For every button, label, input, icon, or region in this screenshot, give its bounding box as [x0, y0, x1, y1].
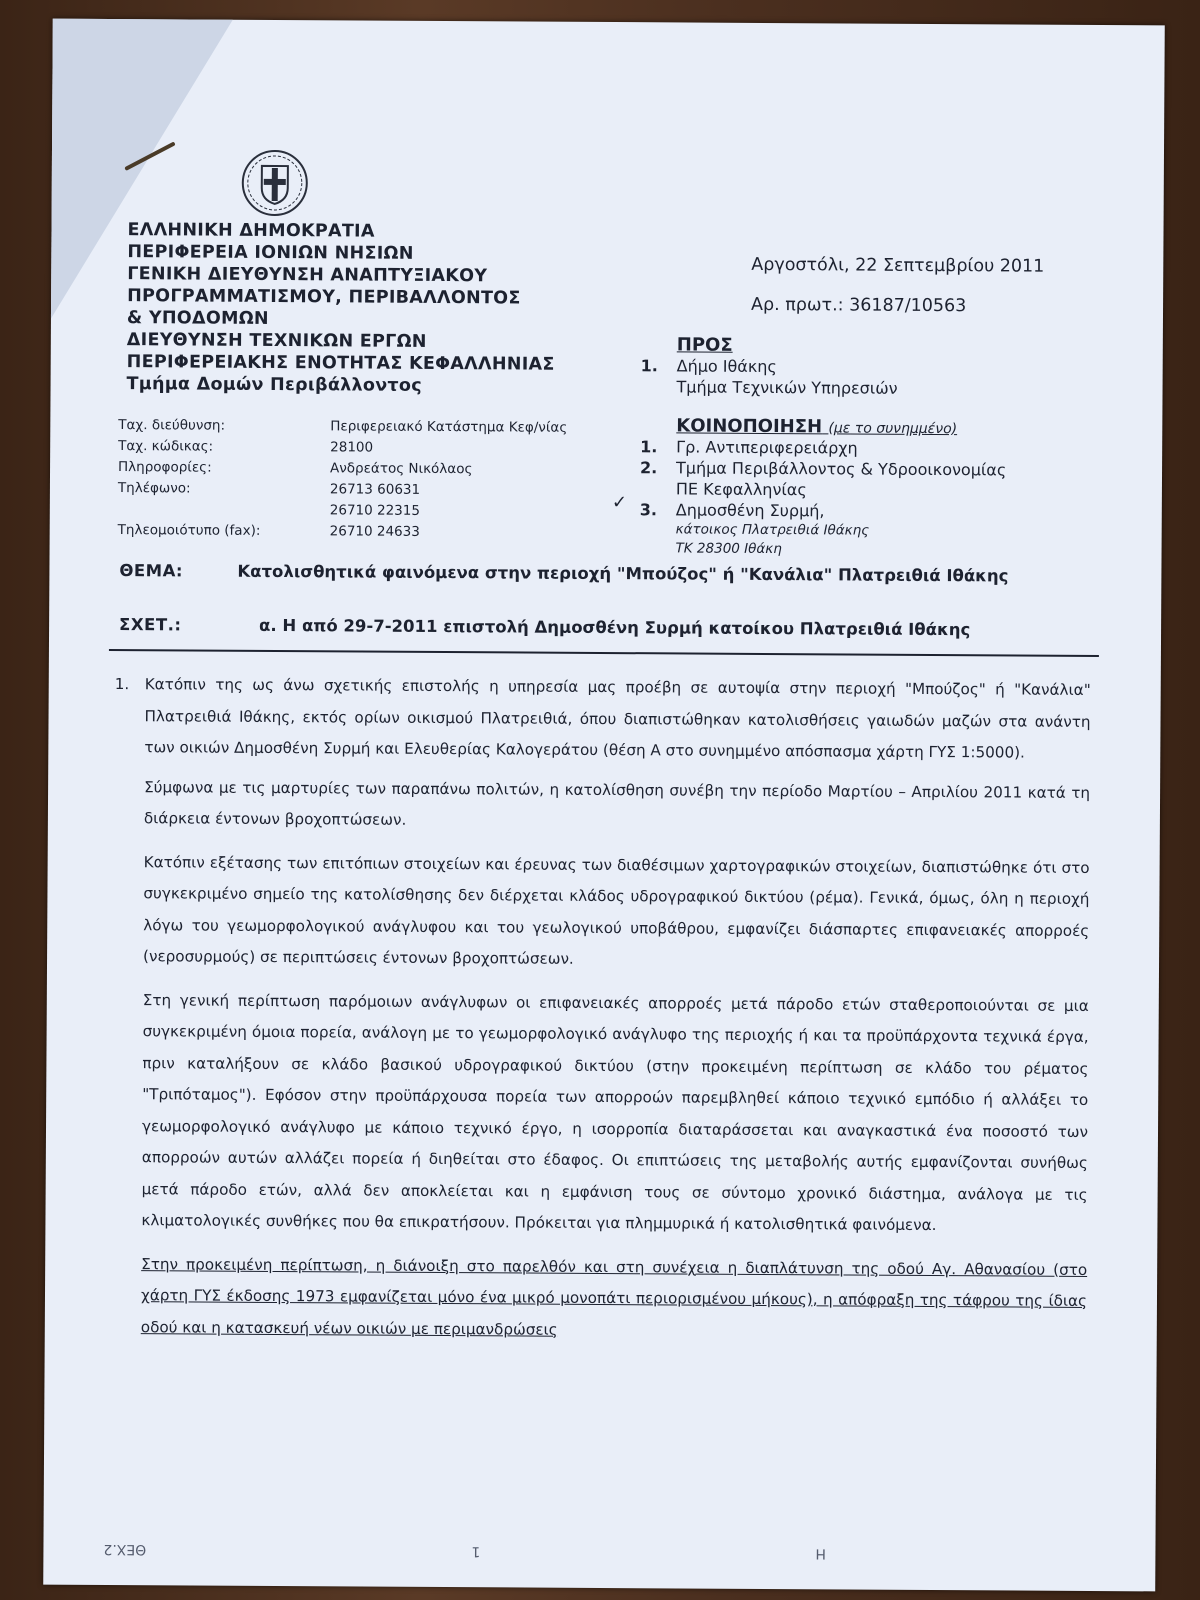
reference-line [119, 615, 1119, 640]
recipient-number: 1. [640, 356, 658, 376]
header-line: ΓΕΝΙΚΗ ΔΙΕΥΘΥΝΣΗ ΑΝΑΠΤΥΞΙΑΚΟΥ [127, 264, 488, 287]
cc-number: 1. [640, 437, 658, 457]
paragraph-number: 1. [114, 675, 130, 694]
contact-row [118, 522, 638, 546]
issuing-authority-header [126, 219, 647, 398]
recipients-block [630, 334, 1091, 561]
cc-note: (με το συνημμένο) [828, 420, 958, 438]
letter-body [114, 669, 1091, 1361]
cc-item [630, 436, 1090, 460]
contact-value: 26710 22315 [329, 502, 421, 519]
body-paragraph [114, 669, 1091, 769]
contact-details [118, 417, 639, 546]
cc-number: 2. [640, 458, 658, 478]
paragraph-text: Κατόπιν της ως άνω σχετικής επιστολής η υπηρεσία μας προέβη σε αυτοψία στην περιοχή "Μπούζος" ή "Κανάλια" Πλατρειθιά Ιθάκης, εκτός ορίων οικισμού Πλατρειθιά, όπου διαπιστώθηκαν κατολισθήσεις γαιωδών μαζών στα ανάντη των οικιών Δημοσθένη Συρμή και Ελευθερίας Καλογεράτου (θέση Α στο συνημμένο απόσπασμα χάρτη ΓΥΣ 1:5000). [144, 675, 1091, 762]
document-sheet [43, 19, 1165, 1592]
reference-label: ΣΧΕΤ.: [119, 615, 182, 635]
subject-text: Κατολισθητικά φαινόμενα στην περιοχή "Μπούζος" ή "Κανάλια" Πλατρειθιά Ιθάκης [237, 561, 1009, 586]
reference-text: α. Η από 29-7-2011 επιστολή Δημοσθένη Συρμή κατοίκου Πλατρειθιά Ιθάκης [259, 615, 971, 640]
body-paragraph [141, 985, 1089, 1243]
contact-value: 26713 60631 [329, 481, 421, 498]
body-paragraph [143, 847, 1090, 979]
subject-line [119, 561, 1119, 586]
checkmark-icon: ✓ [611, 492, 628, 514]
contact-value: 26710 24633 [329, 523, 420, 540]
footer-center: 1 [471, 1543, 481, 1560]
body-paragraph [144, 772, 1090, 841]
paragraph-text: Κατόπιν εξέτασης των επιτόπιων στοιχείων και έρευνας των διαθέσιμων χαρτογραφικών στοιχείων, διαπιστώθηκε ότι στο συγκεκριμένο σημείο της κατολίσθησης δεν διέρχεται κλάδος υδρογραφικού δικτύου (ρέμα). Γενικά, όμως, όλη η περιοχή λόγω του γεωμορφολογικού ανάγλυφου και του γεωλογικού υποβάθρου, εμφανίζει διάσπαρτες επιφανειακές απορροές (νεροσυρμούς) σε περιπτώσεις έντονων βροχοπτώσεων. [143, 852, 1090, 968]
document-date: Αργοστόλι, 22 Σεπτεμβρίου 2011 [751, 254, 1045, 277]
contact-label: Πληροφορίες: [118, 459, 212, 476]
header-line: ΠΕΡΙΦΕΡΕΙΑ ΙΟΝΙΩΝ ΝΗΣΙΩΝ [127, 242, 414, 264]
contact-label: Ταχ. διεύθυνση: [118, 417, 226, 434]
contact-label: Ταχ. κώδικας: [118, 438, 214, 455]
cc-title-text: ΚΟΙΝΟΠΟΙΗΣΗ [676, 415, 823, 438]
body-paragraph [141, 1249, 1088, 1349]
cc-number: 3. [639, 500, 658, 520]
recipient-item [630, 355, 1090, 400]
cc-line: Γρ. Αντιπεριφερειάρχη [676, 437, 858, 458]
cc-title [676, 415, 1090, 439]
recipient-line: Δήμο Ιθάκης [676, 356, 777, 377]
paragraph-text: Σύμφωνα με τις μαρτυρίες των παραπάνω πολιτών, η κατολίσθηση συνέβη την περίοδο Μαρτίου – Απριλίου 2011 κατά τη διάρκεια έντονων βροχοπτώσεων. [143, 777, 1091, 829]
protocol-number: Αρ. πρωτ.: 36187/10563 [750, 294, 967, 317]
footer-right: Η [815, 1545, 827, 1562]
header-line: & ΥΠΟΔΟΜΩΝ [126, 308, 269, 329]
header-line: ΔΙΕΥΘΥΝΣΗ ΤΕΧΝΙΚΩΝ ΕΡΓΩΝ [126, 330, 427, 352]
bleed-through-footer [103, 1540, 1103, 1562]
cc-line: Δημοσθένη Συρμή, [675, 500, 825, 521]
to-title: ΠΡΟΣ [676, 334, 733, 356]
contact-value: Ανδρεάτος Νικόλαος [330, 460, 473, 478]
recipient-line: Τμήμα Τεχνικών Υπηρεσιών [676, 377, 898, 398]
cc-subline: κάτοικος Πλατρειθιά Ιθάκης [675, 521, 870, 539]
contact-label: Τηλεομοιότυπο (fax): [117, 522, 261, 539]
footer-left: ΘΕΧ.2 [103, 1540, 147, 1558]
cc-line: ΠΕ Κεφαλληνίας [675, 479, 807, 500]
cc-subline: ΤΚ 28300 Ιθάκη [675, 540, 782, 558]
contact-value: Περιφερειακό Κατάστημα Κεφ/νίας [330, 418, 568, 436]
paragraph-text: Στη γενική περίπτωση παρόμοιων ανάγλυφων οι επιφανειακές απορροές μετά πάροδο ετών σταθεροποιούνται σε μια συγκεκριμένη όμοια πορεία, ανάλογη με το γεωμορφολογικό ανάγλυφο της περιοχής ή και τα προϋπάρχοντα τεχνικά έργα, πριν καταλήξουν σε κλάδο βασικού υδρογραφικού δικτύου (στην προκειμένη περίπτωση σε κλάδο του ρέματος "Τριπόταμος"). Εφόσον στην προϋπάρχουσα πορεία των απορροών παρεμβληθεί κάποιο τεχνικό εμπόδιο ή αλλάξει το γεωμορφολογικό ανάγλυφο με κάποιο τεχνικό έργο, η ισορροπία διαταράσσεται και αναγκαστικά ένα ποσοστό των απορροών αυτών αλλάζει πορεία ή διηθείται στο έδαφος. Οι επιπτώσεις της μεταβολής αυτής εμφανίζονται συνήθως μετά πάροδο ετών, αλλά δεν αποκλείεται και η εμφάνιση τους σε σύντομο χρονικό διάστημα, ανάλογα με τις κλιματολογικές συνθήκες που θα επικρατήσουν. Πρόκειται για πλημμυρικά ή κατολισθητικά φαινόμενα. [141, 990, 1089, 1235]
divider [109, 649, 1099, 657]
cc-item [630, 499, 1090, 561]
cc-item [630, 457, 1090, 502]
paragraph-text: Στην προκειμένη περίπτωση, η διάνοιξη στο παρελθόν και στη συνέχεια η διαπλάτυνση της οδού Αγ. Αθανασίου (στο χάρτη ΓΥΣ έκδοσης 1973 εμφανίζεται μόνο ένα μικρό μονοπάτι περιορισμένου μήκους), η απόφραξη της τάφρου της ίδιας οδού και η κατασκευή νέων οικιών με περιμανδρώσεις [140, 1254, 1088, 1339]
header-line: ΠΕΡΙΦΕΡΕΙΑΚΗΣ ΕΝΟΤΗΤΑΣ ΚΕΦΑΛΛΗΝΙΑΣ [126, 352, 555, 375]
header-line: Τμήμα Δομών Περιβάλλοντος [126, 374, 422, 396]
contact-label: Τηλέφωνο: [117, 480, 191, 497]
contact-value: 28100 [330, 439, 374, 456]
cc-line: Τμήμα Περιβάλλοντος & Υδροοικονομίας [676, 458, 1007, 480]
header-line: ΕΛΛΗΝΙΚΗ ΔΗΜΟΚΡΑΤΙΑ [127, 220, 375, 242]
greek-coat-of-arms-icon [240, 148, 310, 218]
header-line: ΠΡΟΓΡΑΜΜΑΤΙΣΜΟΥ, ΠΕΡΙΒΑΛΛΟΝΤΟΣ [127, 286, 521, 309]
subject-label: ΘΕΜΑ: [119, 561, 184, 581]
